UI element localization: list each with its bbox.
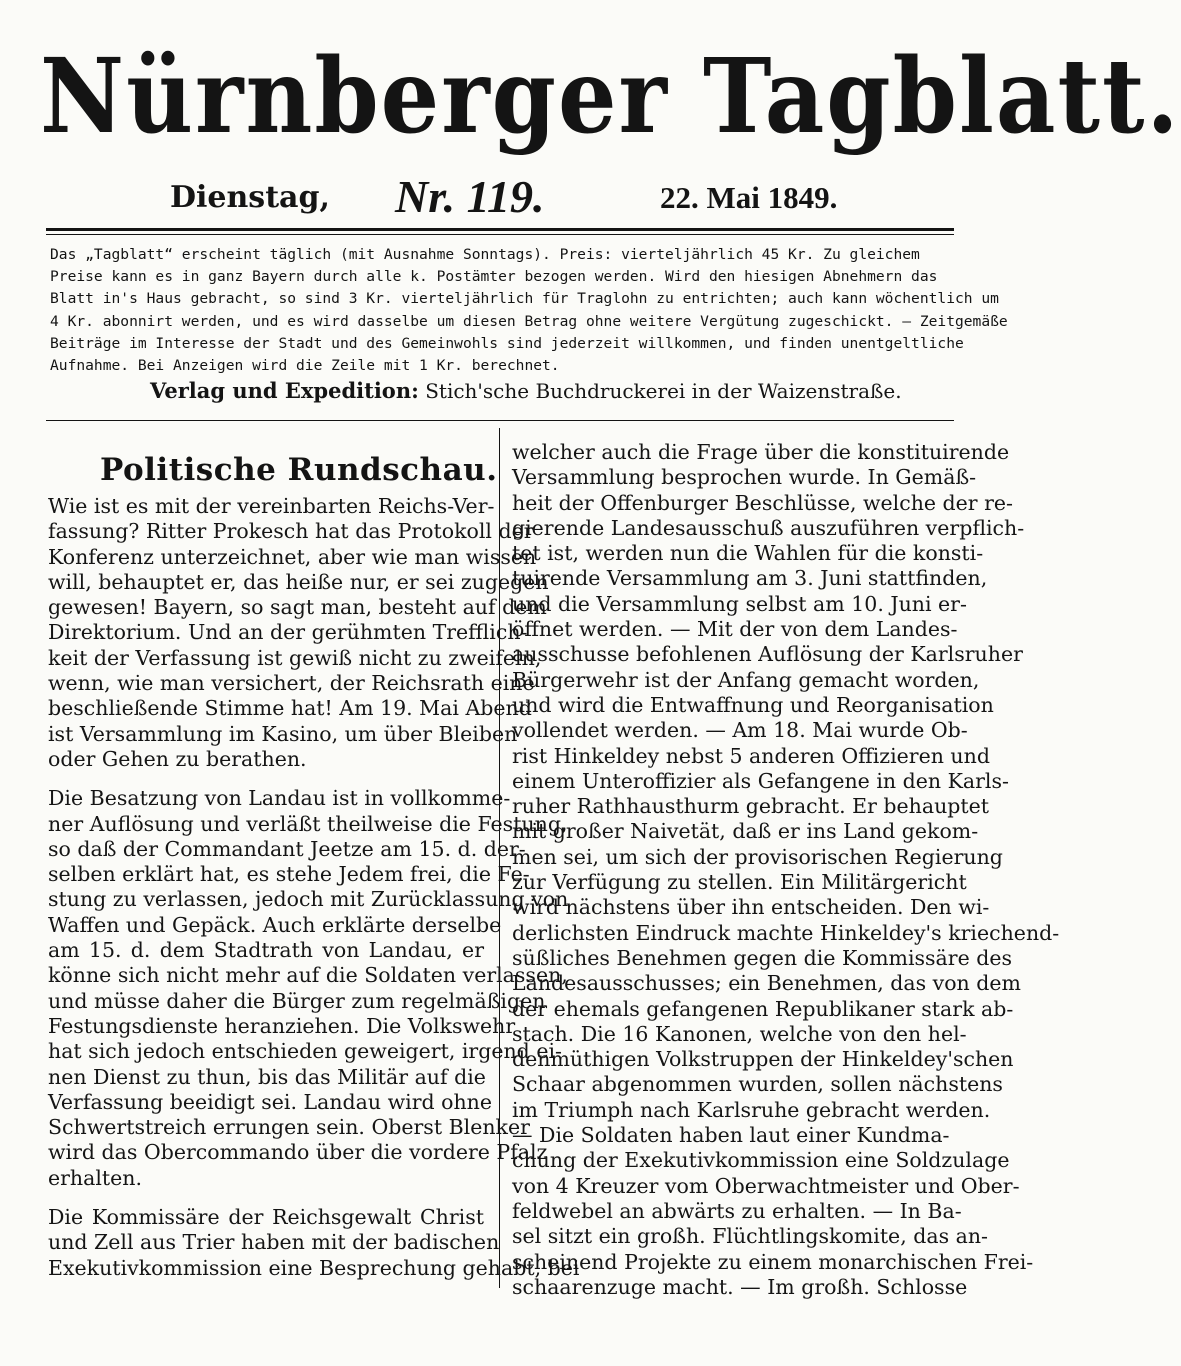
text-line: rist Hinkeldey nebst 5 anderen Offizieren und: [512, 743, 990, 768]
text-line: öffnet werden. — Mit der von dem Landes-: [512, 617, 958, 642]
text-line: heit der Offenburger Beschlüsse, welche der re-: [512, 490, 1013, 515]
text-line: mit großer Naivetät, daß er ins Land gekom-: [512, 819, 979, 844]
text-line: so daß der Commandant Jeetze am 15. d. der-: [48, 836, 526, 861]
text-line: Schaar abgenommen wurden, sollen nächstens: [512, 1072, 1003, 1097]
text-line: nen Dienst zu thun, bis das Militär auf die: [48, 1064, 486, 1089]
left-column: [48, 494, 580, 1281]
text-line: men sei, um sich der provisorischen Regierung: [512, 844, 1003, 869]
text-line: stach. Die 16 Kanonen, welche von den hel-: [512, 1021, 967, 1046]
text-line: süßliches Benehmen gegen die Kommissäre des: [512, 945, 1012, 970]
text-line: Bürgerwehr ist der Anfang gemacht worden,: [512, 667, 980, 692]
text-line: will, behauptet er, das heiße nur, er sei zugegen: [48, 569, 549, 594]
text-line: Wie ist es mit der vereinbarten Reichs-Ver-: [48, 494, 495, 518]
text-line: vollendet werden. — Am 18. Mai wurde Ob-: [512, 718, 968, 743]
text-line: welcher auch die Frage über die konstituirende: [512, 440, 1010, 464]
text-line: Schwertstreich errungen sein. Oberst Blenker: [48, 1115, 530, 1140]
publisher-line: [150, 378, 910, 410]
dateline: [60, 172, 950, 226]
text-line: Die Kommissäre der Reichsgewalt Christ: [48, 1205, 484, 1230]
text-line: Landesausschusses; ein Benehmen, das von dem: [512, 971, 1021, 996]
section-rule: [46, 420, 954, 421]
text-line: und müsse daher die Bürger zum regelmäßigen: [48, 988, 546, 1013]
text-line: Versammlung besprochen wurde. In Gemäß-: [512, 465, 977, 490]
text-line: feldwebel an abwärts zu erhalten. — In Ba-: [512, 1198, 962, 1223]
issue-date: 22. Mai 1849.: [660, 180, 838, 215]
text-line: gierende Landesausschuß auszuführen verpflich-: [512, 515, 1025, 540]
text-line: derlichsten Eindruck machte Hinkeldey's kriechend-: [512, 920, 1060, 945]
text-line: Verfassung beeidigt sei. Landau wird ohne: [48, 1089, 493, 1114]
notice-line: Aufnahme. Bei Anzeigen wird die Zeile mit 1 Kr. berechnet.: [50, 357, 560, 375]
text-line: ner Auflösung und verläßt theilweise die Festung,: [48, 811, 568, 836]
text-line: und die Versammlung selbst am 10. Juni er-: [512, 591, 967, 616]
text-line: im Triumph nach Karlsruhe gebracht werden.: [512, 1097, 991, 1122]
text-line: wird das Obercommando über die vordere Pfalz: [48, 1140, 548, 1165]
issue-day: Dienstag,: [170, 180, 330, 215]
text-line: könne sich nicht mehr auf die Soldaten verlassen,: [48, 963, 568, 988]
text-line: tet ist, werden nun die Wahlen für die konsti-: [512, 541, 984, 566]
notice-line: 4 Kr. abonnirt werden, und es wird dasselbe um diesen Betrag ohne weitere Vergütung zugeschickt. — Zeitgemäße: [50, 312, 1008, 330]
text-line: hat sich jedoch entschieden geweigert, irgend ei-: [48, 1039, 562, 1064]
paragraph: [48, 786, 569, 1191]
text-line: Die Besatzung von Landau ist in vollkomme-: [48, 786, 511, 811]
text-line: fassung? Ritter Prokesch hat das Protokoll der: [48, 519, 534, 544]
publisher-label: Verlag und Expedition:: [150, 378, 419, 403]
text-line: Waffen und Gepäck. Auch erklärte derselbe: [48, 912, 502, 937]
publisher-name: Stich'sche Buchdruckerei in der Waizenstraße.: [418, 379, 902, 403]
text-line: chung der Exekutivkommission eine Soldzulage: [512, 1148, 1010, 1173]
text-line: scheinend Projekte zu einem monarchischen Frei-: [512, 1249, 1034, 1274]
text-line: oder Gehen zu berathen.: [48, 746, 307, 771]
text-line: gewesen! Bayern, so sagt man, besteht auf dem: [48, 595, 547, 620]
notice-line: Das „Tagblatt“ erscheint täglich (mit Ausnahme Sonntags). Preis: vierteljährlich 45 Kr. Zu gleichem: [50, 246, 920, 263]
text-line: und wird die Entwaffnung und Reorganisation: [512, 692, 994, 717]
masthead-rule-thin: [46, 234, 954, 235]
text-line: tuirende Versammlung am 3. Juni stattfinden,: [512, 566, 988, 591]
text-line: Festungsdienste heranziehen. Die Volkswehr: [48, 1013, 516, 1038]
text-line: zur Verfügung zu stellen. Ein Militärgericht: [512, 870, 967, 895]
newspaper-title: Nürnberger Tagblatt.: [40, 35, 1181, 157]
text-line: selben erklärt hat, es stehe Jedem frei, die Fe-: [48, 862, 530, 887]
text-line: sel sitzt ein großh. Flüchtlingskomite, das an-: [512, 1224, 988, 1249]
right-column: [512, 440, 1060, 1300]
text-line: wird nächstens über ihn entscheiden. Den wi-: [512, 895, 990, 920]
text-line: schaarenzuge macht. — Im großh. Schlosse: [512, 1274, 968, 1299]
text-line: der ehemals gefangenen Republikaner stark ab-: [512, 996, 1014, 1021]
text-line: einem Unteroffizier als Gefangene in den Karls-: [512, 768, 1009, 793]
paragraph: [48, 1205, 580, 1281]
text-line: denmüthigen Volkstruppen der Hinkeldey'schen: [512, 1047, 1014, 1072]
text-line: Konferenz unterzeichnet, aber wie man wissen: [48, 544, 537, 569]
text-line: am 15. d. dem Stadtrath von Landau, er: [48, 938, 484, 963]
text-line: von 4 Kreuzer vom Oberwachtmeister und Ober-: [512, 1173, 1020, 1198]
notice-line: Blatt in's Haus gebracht, so sind 3 Kr. vierteljährlich für Traglohn zu entrichten; auch kann wöchentlich um: [50, 290, 999, 308]
subscription-notice: [50, 244, 1008, 377]
text-line: Exekutivkommission eine Besprechung gehabt, bei: [48, 1255, 580, 1280]
text-line: ist Versammlung im Kasino, um über Bleiben: [48, 721, 518, 746]
text-line: und Zell aus Trier haben mit der badischen: [48, 1230, 500, 1255]
text-line: Direktorium. Und an der gerühmten Trefflich-: [48, 620, 528, 645]
text-line: beschließende Stimme hat! Am 19. Mai Abend: [48, 696, 532, 721]
text-line: wenn, wie man versichert, der Reichsrath eine: [48, 671, 535, 696]
masthead: [40, 35, 1181, 157]
text-line: keit der Verfassung ist gewiß nicht zu zweifeln,: [48, 645, 542, 670]
text-line: ruher Rathhausthurm gebracht. Er behauptet: [512, 794, 990, 819]
notice-line: Beiträge im Interesse der Stadt und des Gemeinwohls sind jederzeit willkommen, und finden unentgeltliche: [50, 334, 964, 352]
masthead-rule-thick: [46, 228, 954, 231]
issue-number: Nr. 119.: [395, 171, 545, 222]
notice-line: Preise kann es in ganz Bayern durch alle k. Postämter bezogen werden. Wird den hiesigen Abnehmern das: [50, 268, 938, 286]
section-heading: Politische Rundschau.: [100, 452, 498, 488]
text-line: — Die Soldaten haben laut einer Kundma-: [512, 1123, 950, 1148]
text-line: stung zu verlassen, jedoch mit Zurücklassung von: [48, 887, 569, 912]
text-line: ausschusse befohlenen Auflösung der Karlsruher: [512, 642, 1023, 667]
paragraph: [48, 494, 549, 772]
text-line: erhalten.: [48, 1165, 143, 1190]
